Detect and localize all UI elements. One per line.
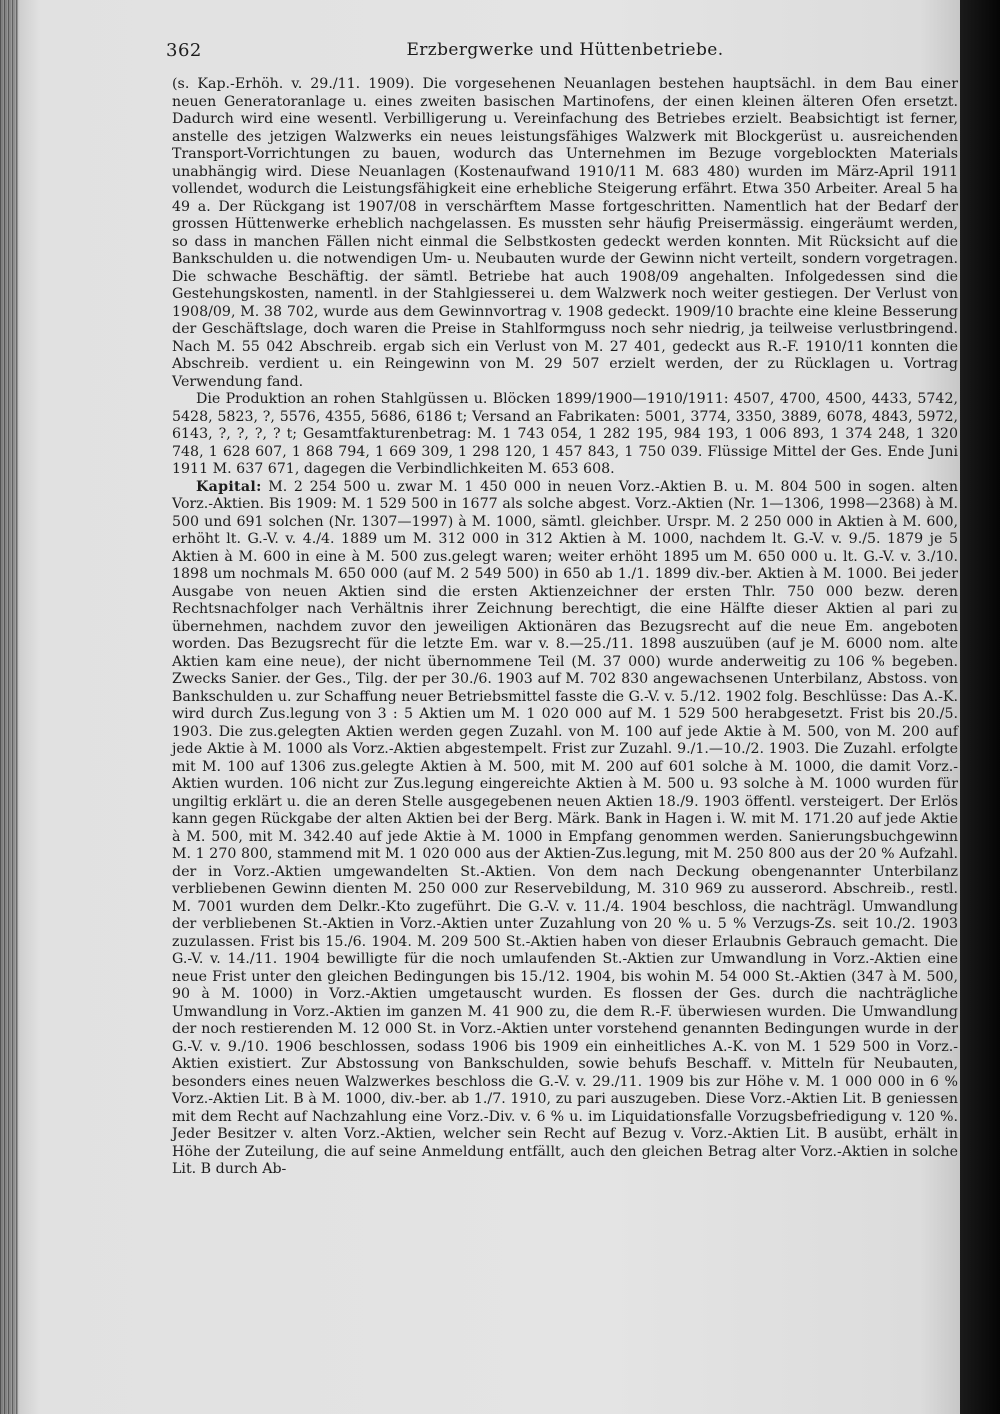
- body-text: [172, 76, 958, 1179]
- paragraph-production: Die Produktion an rohen Stahlgüssen u. Blöcken 1899/1900—1910/1911: 4507, 4700, 4500, 4433, 5742, 5428, 5823, ?, 5576, 4355, 5686, 6186 t; Versand an Fabrikaten: 5001, 3774, 3350, 3889, 6078, 4843, 5972, 6143, ?, ?, ?, ? t; Gesamtfakturenbetrag: M. 1 743 054, 1 282 195, 984 193, 1 006 893, 1 374 248, 1 320 748, 1 628 607, 1 868 794, 1 669 309, 1 298 120, 1 457 843, 1 750 039. Flüssige Mittel der Ges. Ende Juni 1911 M. 637 671, dagegen die Verbindlichkeiten M. 653 608.: [172, 391, 958, 477]
- paragraph-capital: [172, 479, 958, 1179]
- capital-label: Kapital:: [196, 478, 262, 495]
- capital-text: M. 2 254 500 u. zwar M. 1 450 000 in neuen Vorz.-Aktien B. u. M. 804 500 in sogen. alten Vorz.-Aktien. Bis 1909: M. 1 529 500 in 1677 als solche abgest. Vorz.-Aktien (Nr. 1—1306, 1998—2368) à M. 500 und 691 solchen (Nr. 1307—1997) à M. 1000, sämtl. gleichber. Urspr. M. 2 250 000 in Aktien à M. 600, erhöht lt. G.-V. v. 4./4. 1889 um M. 312 000 in 312 Aktien à M. 1000, nachdem lt. G.-V. v. 9./5. 1879 je 5 Aktien à M. 600 in eine à M. 500 zus.gelegt waren; weiter erhöht 1895 um M. 650 000 u. lt. G.-V. v. 3./10. 1898 um nochmals M. 650 000 (auf M. 2 549 500) in 650 ab 1./1. 1899 div.-ber. Aktien à M. 1000. Bei jeder Ausgabe von neuen Aktien sind die ersten Aktienzeichner der ersten Thlr. 750 000 bezw. deren Rechtsnachfolger nach Verhältnis ihrer Zeichnung berechtigt, die eine Hälfte dieser Aktien al pari zu übernehmen, nachdem zuvor den jeweiligen Aktionären das Bezugsrecht auf die neue Em. angeboten worden. Das Bezugsrecht für die letzte Em. war v. 8.—25./11. 1898 auszuüben (auf je M. 6000 nom. alte Aktien kam eine neue), der nicht übernommene Teil (M. 37 000) wurde anderweitig zu 106 % begeben. Zwecks Sanier. der Ges., Tilg. der per 30./6. 1903 auf M. 702 830 angewachsenen Unterbilanz, Abstoss. von Bankschulden u. zur Schaffung neuer Betriebsmittel fasste die G.-V. v. 5./12. 1902 folg. Beschlüsse: Das A.-K. wird durch Zus.legung von 3 : 5 Aktien um M. 1 020 000 auf M. 1 529 500 herabgesetzt. Frist bis 20./5. 1903. Die zus.gelegten Aktien werden gegen Zuzahl. von M. 100 auf jede Aktie à M. 500, von M. 200 auf jede Aktie à M. 1000 als Vorz.-Aktien abgestempelt. Frist zur Zuzahl. 9./1.—10./2. 1903. Die Zuzahl. erfolgte mit M. 100 auf 1306 zus.gelegte Aktien à M. 500, mit M. 200 auf 601 solche à M. 1000, die damit Vorz.-Aktien wurden. 106 nicht zur Zus.legung eingereichte Aktien à M. 500 u. 93 solche à M. 1000 wurden für ungiltig erklärt u. die an deren Stelle ausgegebenen neuen Aktien 18./9. 1903 öffentl. versteigert. Der Erlös kann gegen Rückgabe der alten Aktien bei der Berg. Märk. Bank in Hagen i. W. mit M. 171.20 auf jede Aktie à M. 500, mit M. 342.40 auf jede Aktie à M. 1000 in Empfang genommen werden. Sanierungsbuchgewinn M. 1 270 800, stammend mit M. 1 020 000 aus der Aktien-Zus.legung, mit M. 250 800 aus der 20 % Aufzahl. der in Vorz.-Aktien umgewandelten St.-Aktien. Von dem nach Deckung obengenannter Unterbilanz verbliebenen Gewinn dienten M. 250 000 zur Reservebildung, M. 310 969 zu ausserord. Abschreib., restl. M. 7001 wurden dem Delkr.-Kto zugeführt. Die G.-V. v. 11./4. 1904 beschloss, die nachträgl. Umwandlung der verbliebenen St.-Aktien in Vorz.-Aktien unter Zuzahlung von 20 % u. 5 % Verzugs-Zs. seit 10./2. 1903 zuzulassen. Frist bis 15./6. 1904. M. 209 500 St.-Aktien haben von dieser Erlaubnis Gebrauch gemacht. Die G.-V. v. 14./11. 1904 bewilligte für die noch umlaufenden St.-Aktien zur Umwandlung in Vorz.-Aktien eine neue Frist unter den gleichen Bedingungen bis 15./12. 1904, bis wohin M. 54 000 St.-Aktien (347 à M. 500, 90 à M. 1000) in Vorz.-Aktien umgetauscht wurden. Es flossen der Ges. durch die nachträgliche Umwandlung in Vorz.-Aktien im ganzen M. 41 900 zu, die dem R.-F. überwiesen wurden. Die Umwandlung der noch restierenden M. 12 000 St. in Vorz.-Aktien unter vorstehend genannten Bedingungen wurde in der G.-V. v. 9./10. 1906 beschlossen, sodass 1906 bis 1909 ein einheitliches A.-K. von M. 1 529 500 in Vorz.-Aktien existiert. Zur Abstossung von Bankschulden, sowie behufs Beschaff. v. Mitteln für Neubauten, besonders eines neuen Walzwerkes beschloss die G.-V. v. 29./11. 1909 bis zur Höhe v. M. 1 000 000 in 6 % Vorz.-Aktien Lit. B à M. 1000, div.-ber. ab 1./7. 1910, zu pari auszugeben. Diese Vorz.-Aktien Lit. B geniessen mit dem Recht auf Nachzahlung eine Vorz.-Div. v. 6 % u. im Liquidationsfalle Vorzugsbefriedigung v. 120 %. Jeder Besitzer v. alten Vorz.-Aktien, welcher sein Recht auf Bezug v. Vorz.-Aktien Lit. B ausübt, erhält in Höhe der Zuteilung, die auf seine Anmeldung entfällt, auch den gleichen Betrag alter Vorz.-Aktien in solche Lit. B durch Ab-: [172, 478, 958, 1177]
- running-head: [166, 36, 958, 66]
- document-page: [166, 36, 958, 1414]
- page-number: 362: [166, 40, 202, 61]
- paragraph-operations: (s. Kap.-Erhöh. v. 29./11. 1909). Die vorgesehenen Neuanlagen bestehen hauptsächl. in dem Bau einer neuen Generatoranlage u. eines zweiten basischen Martinofens, der einen kleinen älteren Ofen ersetzt. Dadurch wird eine wesentl. Verbilligerung u. Vereinfachung des Betriebes erzielt. Beabsichtigt ist ferner, anstelle des jetzigen Walzwerks ein neues leistungsfähiges Walzwerk mit Blockgerüst u. ausreichenden Transport-Vorrichtungen zu bauen, wodurch das Unternehmen im Bezuge vorgeblockten Materials unabhängig wird. Diese Neuanlagen (Kostenaufwand 1910/11 M. 683 480) wurden im März-April 1911 vollendet, wodurch die Leistungsfähigkeit eine erhebliche Steigerung erfährt. Etwa 350 Arbeiter. Areal 5 ha 49 a. Der Rückgang ist 1907/08 in verschärftem Masse fortgeschritten. Namentlich hat der Bedarf der grossen Hüttenwerke erheblich nachgelassen. Es mussten sehr häufig Preisermässig. eingeräumt werden, so dass in manchen Fällen nicht einmal die Selbstkosten gedeckt werden konnten. Mit Rücksicht auf die Bankschulden u. die notwendigen Um- u. Neubauten wurde der Gewinn nicht verteilt, sondern vorgetragen. Die schwache Beschäftig. der sämtl. Betriebe hat auch 1908/09 angehalten. Infolgedessen sind die Gestehungskosten, namentl. in der Stahlgiesserei u. dem Walzwerk noch weiter gestiegen. Der Verlust von 1908/09, M. 38 702, wurde aus dem Gewinnvortrag v. 1908 gedeckt. 1909/10 brachte eine kleine Besserung der Geschäftslage, doch waren die Preise in Stahlformguss noch sehr niedrig, ja teilweise verlustbringend. Nach M. 55 042 Abschreib. ergab sich ein Verlust von M. 27 401, gedeckt aus R.-F. 1910/11 konnten die Abschreib. verdient u. ein Reingewinn von M. 29 507 erzielt werden, der zu Rücklagen u. Vortrag Verwendung fand.: [172, 76, 958, 390]
- running-title: Erzbergwerke und Hüttenbetriebe.: [406, 40, 724, 60]
- scan-edge-shadow: [960, 0, 1000, 1414]
